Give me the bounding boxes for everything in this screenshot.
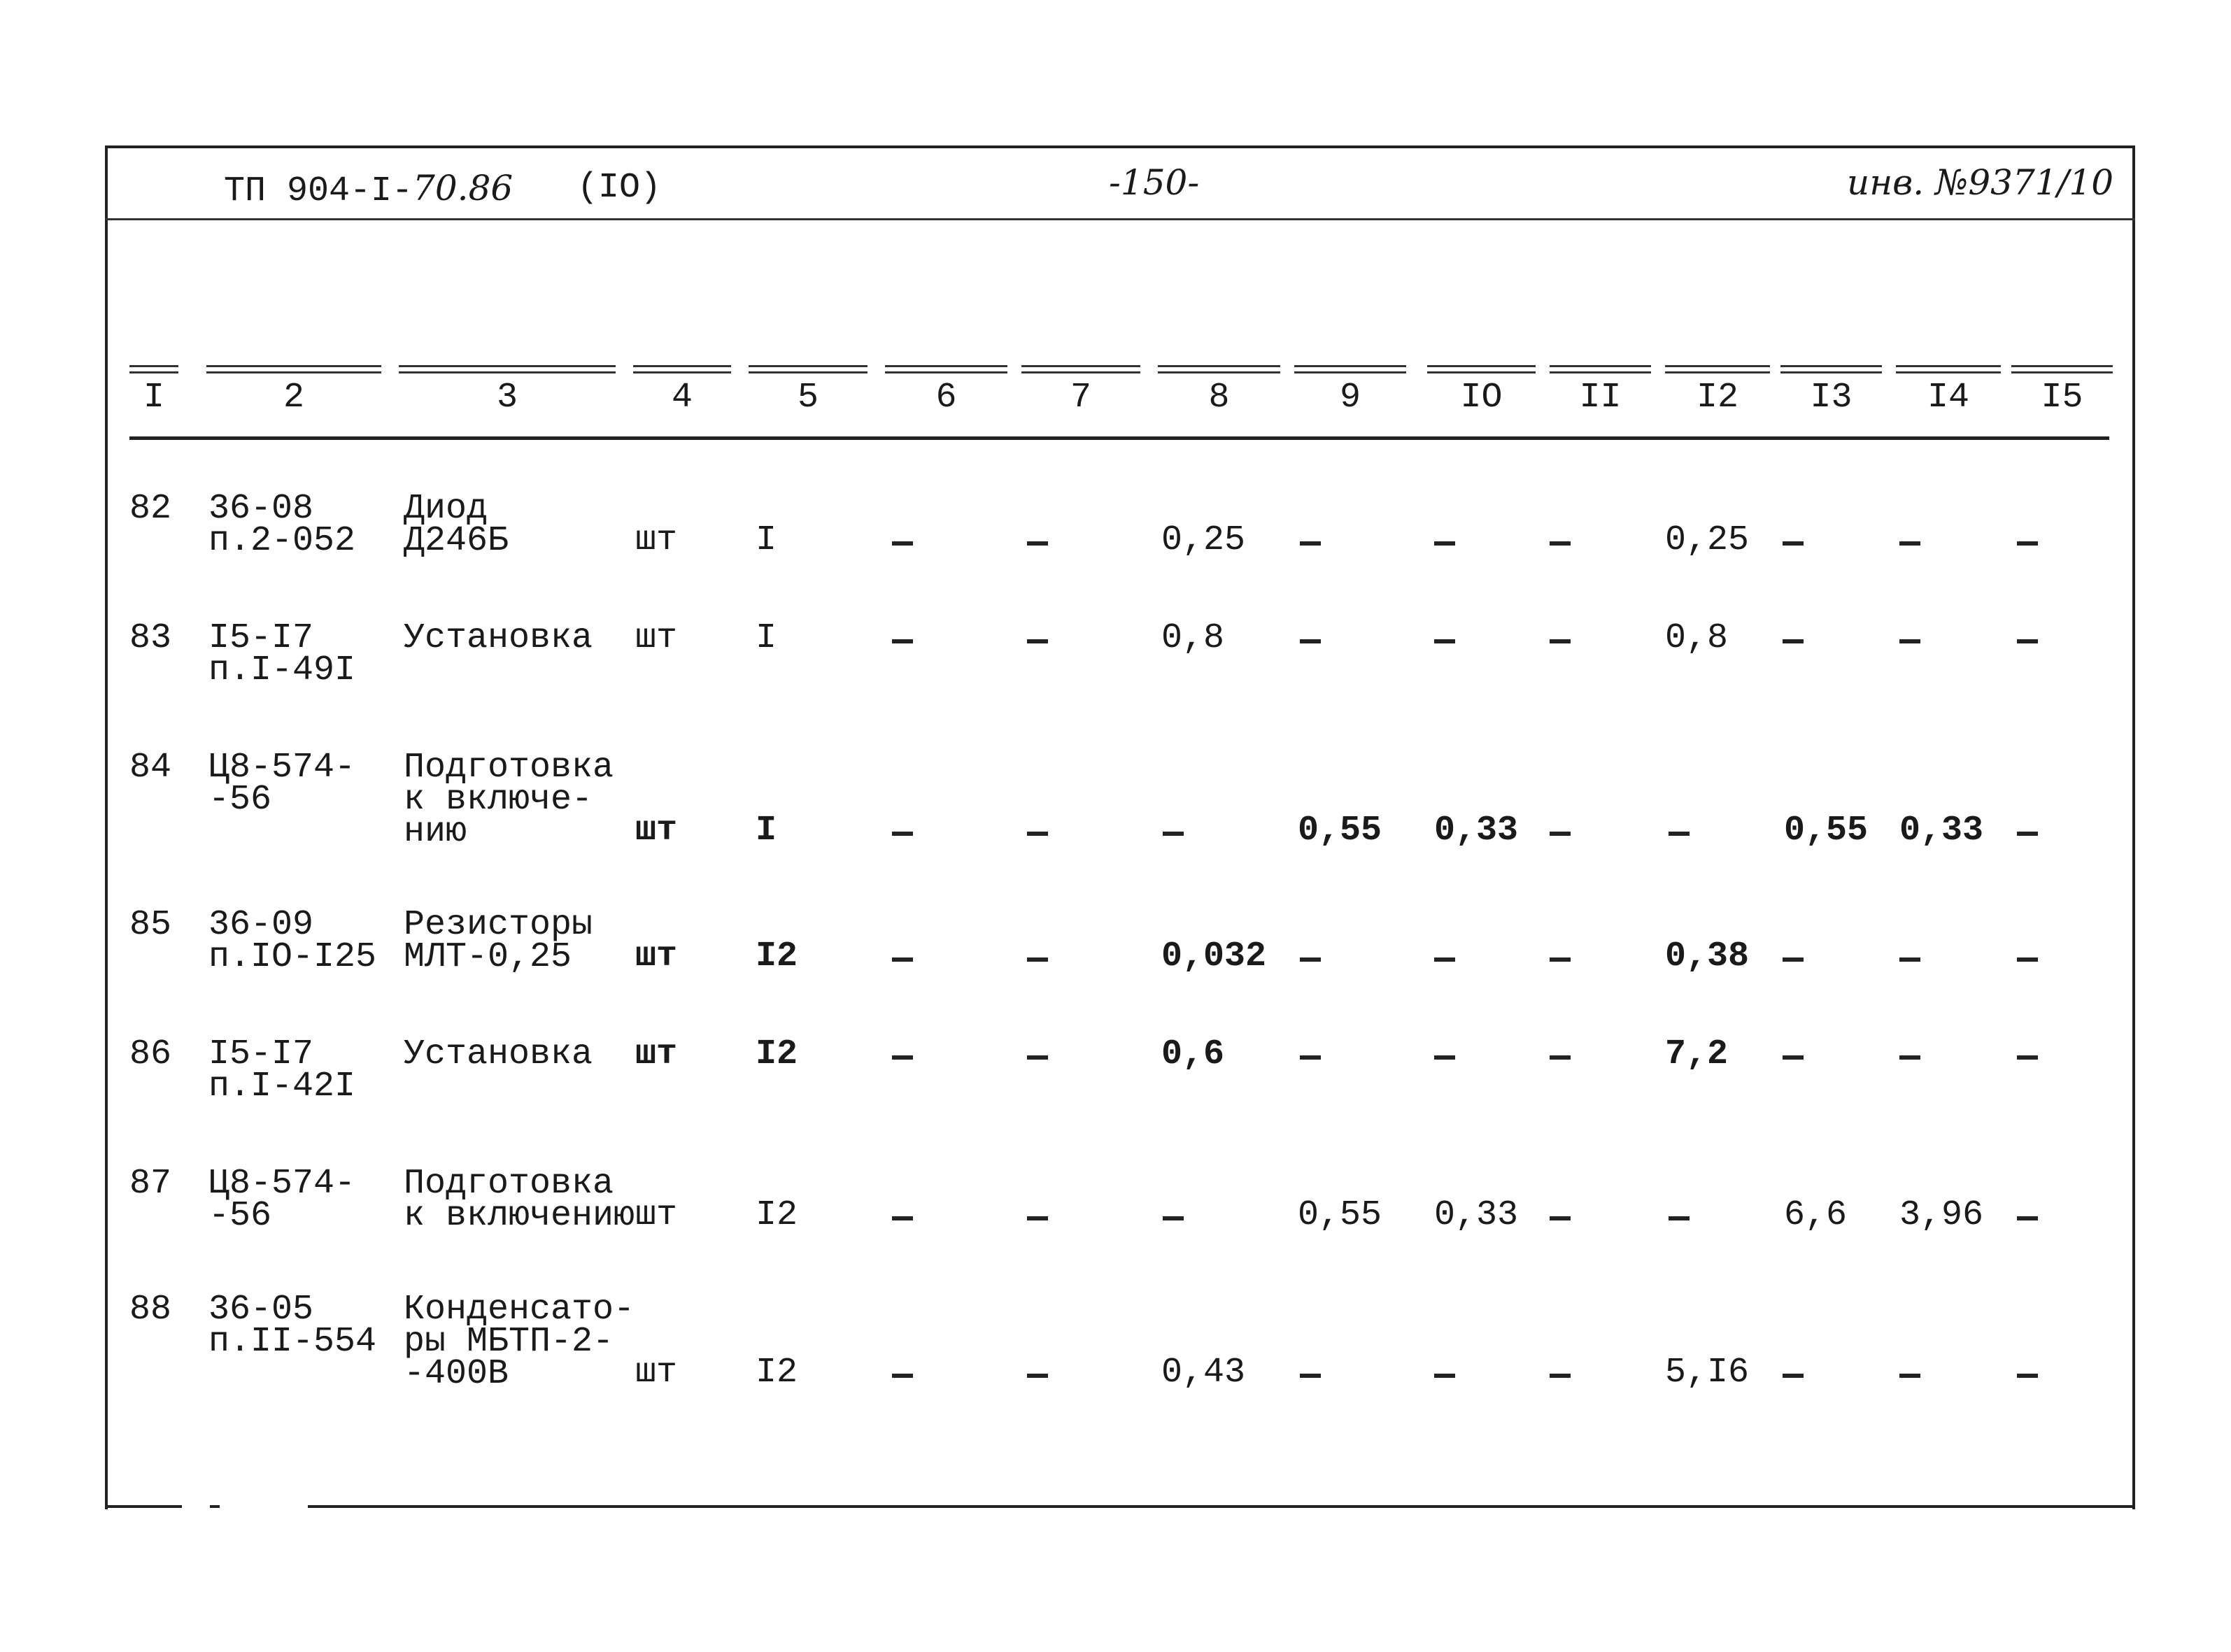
column-number-rule bbox=[1896, 365, 2001, 373]
page-number: -150- bbox=[1109, 162, 1200, 203]
empty-value-dash bbox=[1027, 639, 1048, 643]
empty-value-dash bbox=[1899, 541, 1920, 546]
column-number: I5 bbox=[2041, 378, 2083, 418]
row-number: 83 bbox=[129, 618, 172, 658]
bottom-border bbox=[210, 1505, 220, 1508]
unit: шт bbox=[635, 520, 678, 560]
norm-code: 36-08 п.2-052 bbox=[208, 489, 356, 561]
doc-code-prefix: ТП 904-I- bbox=[224, 171, 413, 211]
empty-value-dash bbox=[1550, 832, 1571, 836]
value-13: 6,6 bbox=[1784, 1195, 1848, 1235]
quantity: I2 bbox=[756, 1353, 798, 1393]
empty-value-dash bbox=[1669, 832, 1690, 836]
empty-value-dash bbox=[1434, 1055, 1455, 1060]
header-divider bbox=[105, 218, 2135, 220]
empty-value-dash bbox=[1899, 957, 1920, 962]
inventory-number bbox=[1847, 162, 2113, 203]
empty-value-dash bbox=[1027, 541, 1048, 546]
work-name: Конденсато- ры МБТП-2- -400В bbox=[404, 1290, 635, 1394]
empty-value-dash bbox=[1669, 1216, 1690, 1220]
empty-value-dash bbox=[1434, 957, 1455, 962]
empty-value-dash bbox=[1550, 639, 1571, 643]
column-number-rule bbox=[1021, 365, 1140, 373]
norm-code: Ц8-574- -56 bbox=[208, 1164, 356, 1236]
empty-value-dash bbox=[1550, 1216, 1571, 1220]
empty-value-dash bbox=[892, 541, 913, 546]
empty-value-dash bbox=[1027, 957, 1048, 962]
quantity: I bbox=[756, 618, 777, 658]
empty-value-dash bbox=[1783, 1055, 1804, 1060]
empty-value-dash bbox=[1783, 957, 1804, 962]
column-number: 9 bbox=[1339, 378, 1361, 418]
work-name: Установка bbox=[404, 618, 593, 658]
empty-value-dash bbox=[1300, 541, 1321, 546]
inventory-value: №9371/10 bbox=[1935, 162, 2114, 203]
column-number: 5 bbox=[797, 378, 819, 418]
column-number: I bbox=[143, 378, 164, 418]
column-number-rule bbox=[129, 365, 178, 373]
column-number-rule bbox=[1780, 365, 1882, 373]
empty-value-dash bbox=[1899, 1055, 1920, 1060]
doc-code-handwritten: 70.86 bbox=[413, 168, 514, 208]
column-number-rule bbox=[749, 365, 867, 373]
column-number: IO bbox=[1460, 378, 1503, 418]
row-number: 87 bbox=[129, 1164, 172, 1204]
empty-value-dash bbox=[1550, 1374, 1571, 1378]
column-number-rule bbox=[1550, 365, 1651, 373]
empty-value-dash bbox=[2017, 957, 2038, 962]
empty-value-dash bbox=[1434, 639, 1455, 643]
value-8: 0,43 bbox=[1161, 1353, 1246, 1393]
column-number-rule bbox=[1427, 365, 1536, 373]
value-10: 0,33 bbox=[1434, 811, 1519, 850]
quantity: I2 bbox=[756, 1034, 798, 1074]
quantity: I2 bbox=[756, 1195, 798, 1235]
empty-value-dash bbox=[1300, 1055, 1321, 1060]
value-8: 0,25 bbox=[1161, 520, 1246, 560]
row-number: 86 bbox=[129, 1034, 172, 1074]
value-12: 7,2 bbox=[1665, 1034, 1729, 1074]
norm-code: 36-05 п.II-554 bbox=[208, 1290, 377, 1362]
column-number-rule bbox=[1294, 365, 1406, 373]
empty-value-dash bbox=[2017, 1216, 2038, 1220]
column-number: 4 bbox=[671, 378, 693, 418]
value-12: 0,8 bbox=[1665, 618, 1729, 658]
work-name: Подготовка к включе- нию bbox=[404, 748, 614, 852]
unit: шт bbox=[635, 811, 678, 850]
empty-value-dash bbox=[892, 1374, 913, 1378]
value-10: 0,33 bbox=[1434, 1195, 1519, 1235]
unit: шт bbox=[635, 1353, 678, 1393]
work-name: Установка bbox=[404, 1034, 593, 1074]
unit: шт bbox=[635, 937, 678, 976]
empty-value-dash bbox=[892, 957, 913, 962]
column-number: 7 bbox=[1070, 378, 1091, 418]
row-number: 88 bbox=[129, 1290, 172, 1330]
column-number-rule bbox=[1665, 365, 1770, 373]
empty-value-dash bbox=[2017, 832, 2038, 836]
column-number: 8 bbox=[1208, 378, 1230, 418]
row-number: 85 bbox=[129, 905, 172, 945]
empty-value-dash bbox=[1783, 1374, 1804, 1378]
section-number: (IO) bbox=[577, 168, 662, 208]
norm-code: Ц8-574- -56 bbox=[208, 748, 356, 820]
empty-value-dash bbox=[2017, 1055, 2038, 1060]
bottom-border bbox=[308, 1505, 2135, 1508]
column-number: 6 bbox=[935, 378, 957, 418]
value-13: 0,55 bbox=[1784, 811, 1869, 850]
row-number: 84 bbox=[129, 748, 172, 788]
norm-code: 36-09 п.IO-I25 bbox=[208, 905, 377, 977]
value-12: 0,38 bbox=[1665, 937, 1750, 976]
column-number: I4 bbox=[1927, 378, 1969, 418]
empty-value-dash bbox=[1550, 957, 1571, 962]
empty-value-dash bbox=[892, 1055, 913, 1060]
empty-value-dash bbox=[1434, 1374, 1455, 1378]
value-8: 0,8 bbox=[1161, 618, 1225, 658]
unit: шт bbox=[635, 1195, 678, 1235]
column-number: 2 bbox=[283, 378, 304, 418]
column-number-rule bbox=[1158, 365, 1280, 373]
empty-value-dash bbox=[2017, 639, 2038, 643]
column-number-rule bbox=[633, 365, 731, 373]
column-number-rule bbox=[885, 365, 1007, 373]
empty-value-dash bbox=[1163, 1216, 1184, 1220]
work-name: Подготовка к включению bbox=[404, 1164, 635, 1236]
column-number: 3 bbox=[496, 378, 518, 418]
value-12: 0,25 bbox=[1665, 520, 1750, 560]
empty-value-dash bbox=[2017, 541, 2038, 546]
value-9: 0,55 bbox=[1298, 1195, 1382, 1235]
empty-value-dash bbox=[1300, 1374, 1321, 1378]
value-12: 5,I6 bbox=[1665, 1353, 1750, 1393]
empty-value-dash bbox=[1027, 1216, 1048, 1220]
empty-value-dash bbox=[1783, 639, 1804, 643]
norm-code: I5-I7 п.I-42I bbox=[208, 1034, 356, 1106]
column-number-rule bbox=[2011, 365, 2113, 373]
value-8: 0,6 bbox=[1161, 1034, 1225, 1074]
unit: шт bbox=[635, 618, 678, 658]
empty-value-dash bbox=[1027, 1374, 1048, 1378]
empty-value-dash bbox=[2017, 1374, 2038, 1378]
column-number-rule bbox=[206, 365, 381, 373]
inventory-label: инв. bbox=[1847, 162, 1925, 203]
empty-value-dash bbox=[1550, 541, 1571, 546]
column-number: II bbox=[1579, 378, 1622, 418]
empty-value-dash bbox=[892, 1216, 913, 1220]
column-header-rule bbox=[129, 436, 2109, 440]
value-8: 0,032 bbox=[1161, 937, 1267, 976]
empty-value-dash bbox=[1899, 1374, 1920, 1378]
empty-value-dash bbox=[1300, 957, 1321, 962]
quantity: I bbox=[756, 811, 777, 850]
norm-code: I5-I7 п.I-49I bbox=[208, 618, 356, 690]
quantity: I2 bbox=[756, 937, 798, 976]
empty-value-dash bbox=[1434, 541, 1455, 546]
empty-value-dash bbox=[1550, 1055, 1571, 1060]
quantity: I bbox=[756, 520, 777, 560]
column-number: I2 bbox=[1696, 378, 1738, 418]
empty-value-dash bbox=[1163, 832, 1184, 836]
value-9: 0,55 bbox=[1298, 811, 1382, 850]
value-14: 3,96 bbox=[1899, 1195, 1984, 1235]
work-name: Диод Д246Б bbox=[404, 489, 509, 561]
bottom-border bbox=[105, 1505, 182, 1508]
empty-value-dash bbox=[892, 639, 913, 643]
row-number: 82 bbox=[129, 489, 172, 529]
empty-value-dash bbox=[892, 832, 913, 836]
doc-code bbox=[224, 168, 513, 211]
work-name: Резисторы МЛТ-0,25 bbox=[404, 905, 593, 977]
unit: шт bbox=[635, 1034, 678, 1074]
empty-value-dash bbox=[1899, 639, 1920, 643]
column-number: I3 bbox=[1810, 378, 1853, 418]
column-number-rule bbox=[399, 365, 616, 373]
value-14: 0,33 bbox=[1899, 811, 1984, 850]
empty-value-dash bbox=[1027, 1055, 1048, 1060]
empty-value-dash bbox=[1300, 639, 1321, 643]
empty-value-dash bbox=[1783, 541, 1804, 546]
empty-value-dash bbox=[1027, 832, 1048, 836]
